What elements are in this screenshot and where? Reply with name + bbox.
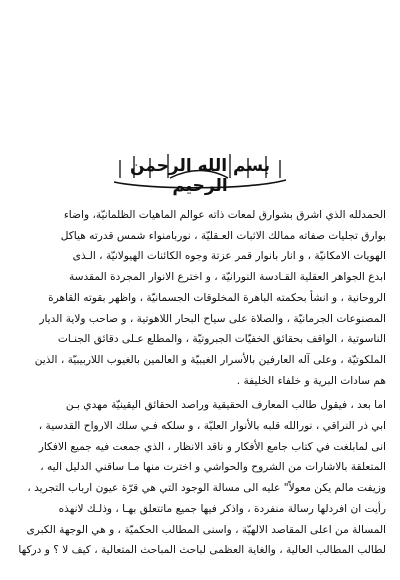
- text-line: الملكوتيّة ، وعلى آله العارفين بالأسرار الغيبيّة و العالمين بالغيوب اللاربيبيّة ، الذين: [34, 353, 386, 366]
- text-line: المتعلقة بالاشارات من الشروح والحواشي و اخترت منها مـا ساقني الدليل اليه ،: [40, 461, 386, 474]
- text-line: بوارق تجليات صفاته ممالك الاثبات العـقليّة ، نوربامنواء شمس قدرته هياكل: [60, 229, 386, 242]
- second-paragraph: [14, 395, 386, 561]
- text-line: وزيفت مالم يكن معولاً" عليه الى مسالة الوجود التي هي قرّة عيون ارباب التجريد ،: [27, 482, 386, 495]
- basmala-calligraphy: [110, 148, 290, 194]
- text-line: المصنوعات الجرمانيّة ، والصلاة على سياح البحار اللاهوتية ، و صاحب ولاية الديار: [39, 312, 386, 325]
- opening-paragraph: [14, 205, 386, 391]
- document-body: [14, 205, 386, 561]
- text-line: الهويات الامكانيّة ، و انار بانوار قمر عزتة وجوه الكائنات الهيولانيّة ، الـذى: [72, 250, 386, 263]
- text-line: الناسوتية ، الواقف بحقائق الخفيّات الجبروتيّة ، والمطلع عـلى دقائق الجنـات: [57, 333, 386, 346]
- text-line: اما بعد ، فيقول طالب المعارف الحقيقية وراصد الحقائق اليقينيّة مهدي بـن: [65, 399, 386, 412]
- text-line: انى لمابلغت في كتاب جامع الأفكار و ناقد الانظار ، الذي جمعت فيه جميع الافكار: [38, 440, 386, 453]
- basmala-text: بسم الله الرحمن الرحيم: [129, 156, 271, 196]
- text-line: الحمدلله الذي اشرق بشوارق لمعات ذاته عوالم الماهيات الظلمانيّة، واضاء: [63, 209, 386, 221]
- text-line: رأيت ان افردلها رسالة منفردة ، واذكر فيها جميع ماتتعلق بهـا ، وذلـك لانهذه: [58, 502, 386, 515]
- text-line: لطالب المطالب العالية ، والغاية العظمى لباحث المباحث المتعالية ، كيف لا ؟ و دركها: [18, 544, 386, 557]
- text-line: ابدع الجواهر العقلية القـادسة النورانيّة ، و اخترع الانوار المجردة المقدسة: [68, 271, 386, 284]
- text-line: ابي ذر النراقي ، نورالله قلبه بالأنوار العليّة ، و سلكه فـي سلك الارواح القدسية ،: [38, 420, 386, 433]
- text-line: الروحانية ، و انشأ بحكمته الباهرة المخلوقات الجسمانيّة ، واظهر بقوته القاهرة: [48, 291, 386, 304]
- text-line: المسالة من اعلى المقاصد الالهيّة ، واسنى المطالب الحكميّة ، و هي الوجهة الكبرى: [26, 523, 386, 536]
- text-line: هم سادات البرية و خلفاء الخليفة .: [236, 374, 386, 387]
